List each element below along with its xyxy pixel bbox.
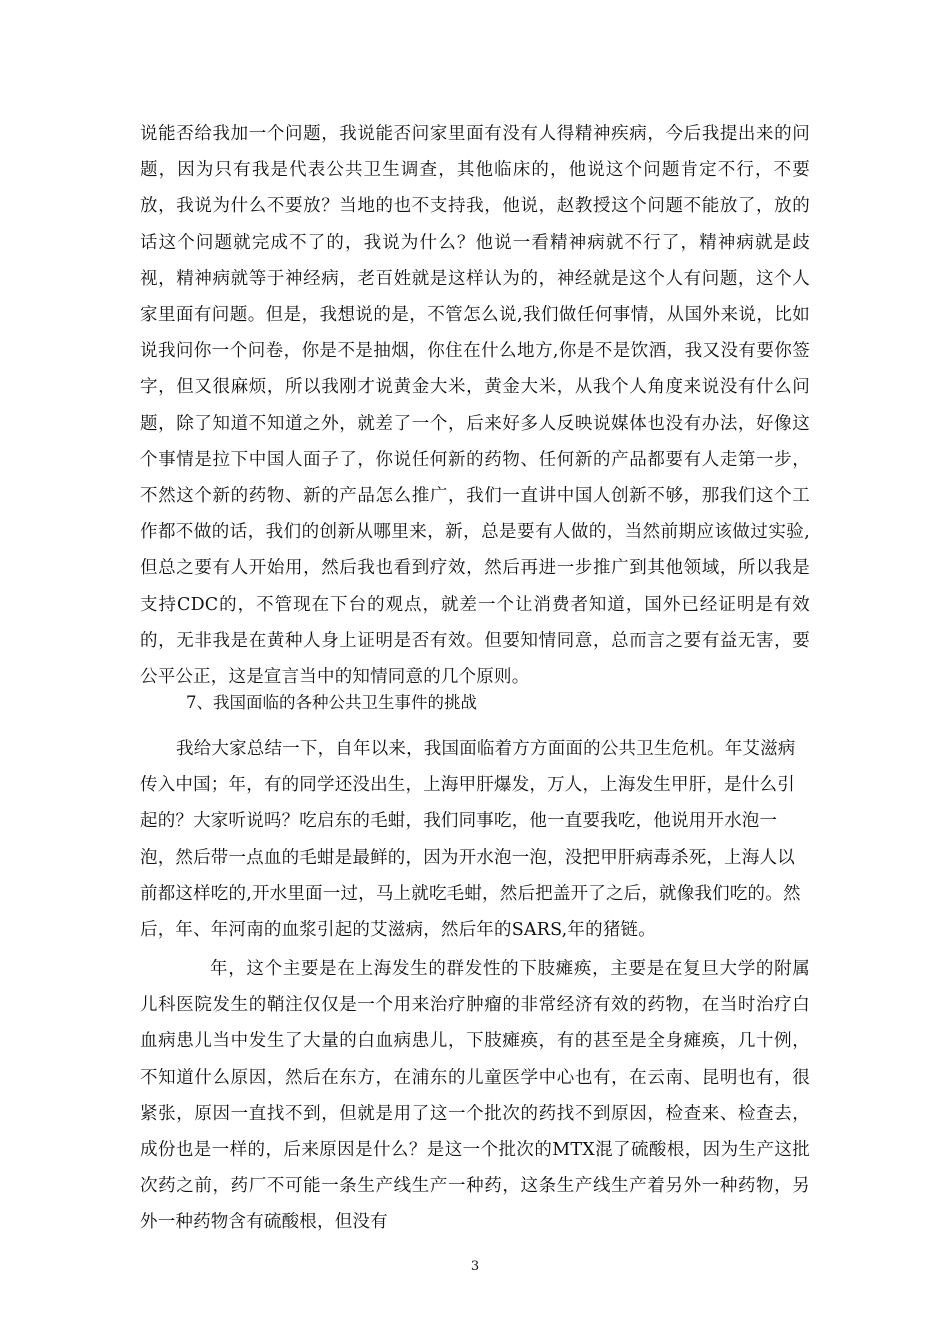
body-paragraph: 年，这个主要是在上海发生的群发性的下肢瘫痪，主要是在复旦大学的附属儿科医院发生的鞘注仅仅是一个用来治疗肿瘤的非常经济有效的药物，在当时治疗白血病患儿当中发生了大量的白血病患儿，下肢瘫痪，有的甚至是全身瘫痪，几十例，不知道什么原因，然后在东方，在浦东的儿童医学中心也有，在云南、昆明也有，很紧张，原因一直找不到，但就是用了这一个批次的药找不到原因，检查来、检查去，成份也是一样的，后来原因是什么？是这一个批次的MTX混了硫酸根，因为生产这批次药之前，药厂不可能一条生产线生产一种药，这条生产线生产着另外一种药物，另外一种药物含有硫酸根，但没有 <box>140 959 810 1233</box>
body-paragraph: 我给大家总结一下，自年以来，我国面临着方方面面的公共卫生危机。年艾滋病传入中国；年，有的同学还没出生，上海甲肝爆发，万人，上海发生甲肝，是什么引起的？大家听说吗？吃启东的毛蚶，我们同事吃，他一直要我吃，他说用开水泡一泡，然后带一点血的毛蚶是最鲜的，因为开水泡一泡，没把甲肝病毒杀死，上海人以前都这样吃的,开水里面一过，马上就吃毛蚶，然后把盖开了之后，就像我们吃的。然后，年、年河南的血浆引起的艾滋病，然后年的SARS,年的猪链。 <box>140 739 801 941</box>
section-heading: 7、我国面临的各种公共卫生事件的挑战 <box>186 693 477 712</box>
body-paragraph: 说能否给我加一个问题，我说能否问家里面有没有人得精神疾病，今后我提出来的问题，因为只有我是代表公共卫生调查，其他临床的，他说这个问题肯定不行，不要放，我说为什么不要放？当地的也不支持我，他说，赵教授这个问题不能放了，放的话这个问题就完成不了的，我说为什么？他说一看精神病就不行了，精神病就是歧视，精神病就等于神经病，老百姓就是这样认为的，神经就是这个人有问题，这个人家里面有问题。但是，我想说的是，不管怎么说,我们做任何事情，从国外来说，比如说我问你一个问卷，你是不是抽烟，你住在什么地方,你是不是饮酒，我又没有要你签字，但又很麻烦，所以我刚才说黄金大米，黄金大米，从我个人角度来说没有什么问题，除了知道不知道之外，就差了一个，后来好多人反映说媒体也没有办法，好像这个事情是拉下中国人面子了，你说任何新的药物、任何新的产品都要有人走第一步，不然这个新的药物、新的产品怎么推广，我们一直讲中国人创新不够，那我们这个工作都不做的话，我们的创新从哪里来，新，总是要有人做的，当然前期应该做过实验,但总之要有人开始用，然后我也看到疗效，然后再进一步推广到其他领域，所以我是支持CDC的，不管现在下台的观点，就差一个让消费者知道，国外已经证明是有效的，无非我是在黄种人身上证明是否有效。但要知情同意，总而言之要有益无害，要公平公正，这是宣言当中的知情同意的几个原则。 <box>140 124 810 688</box>
page-number: 3 <box>470 1259 480 1274</box>
